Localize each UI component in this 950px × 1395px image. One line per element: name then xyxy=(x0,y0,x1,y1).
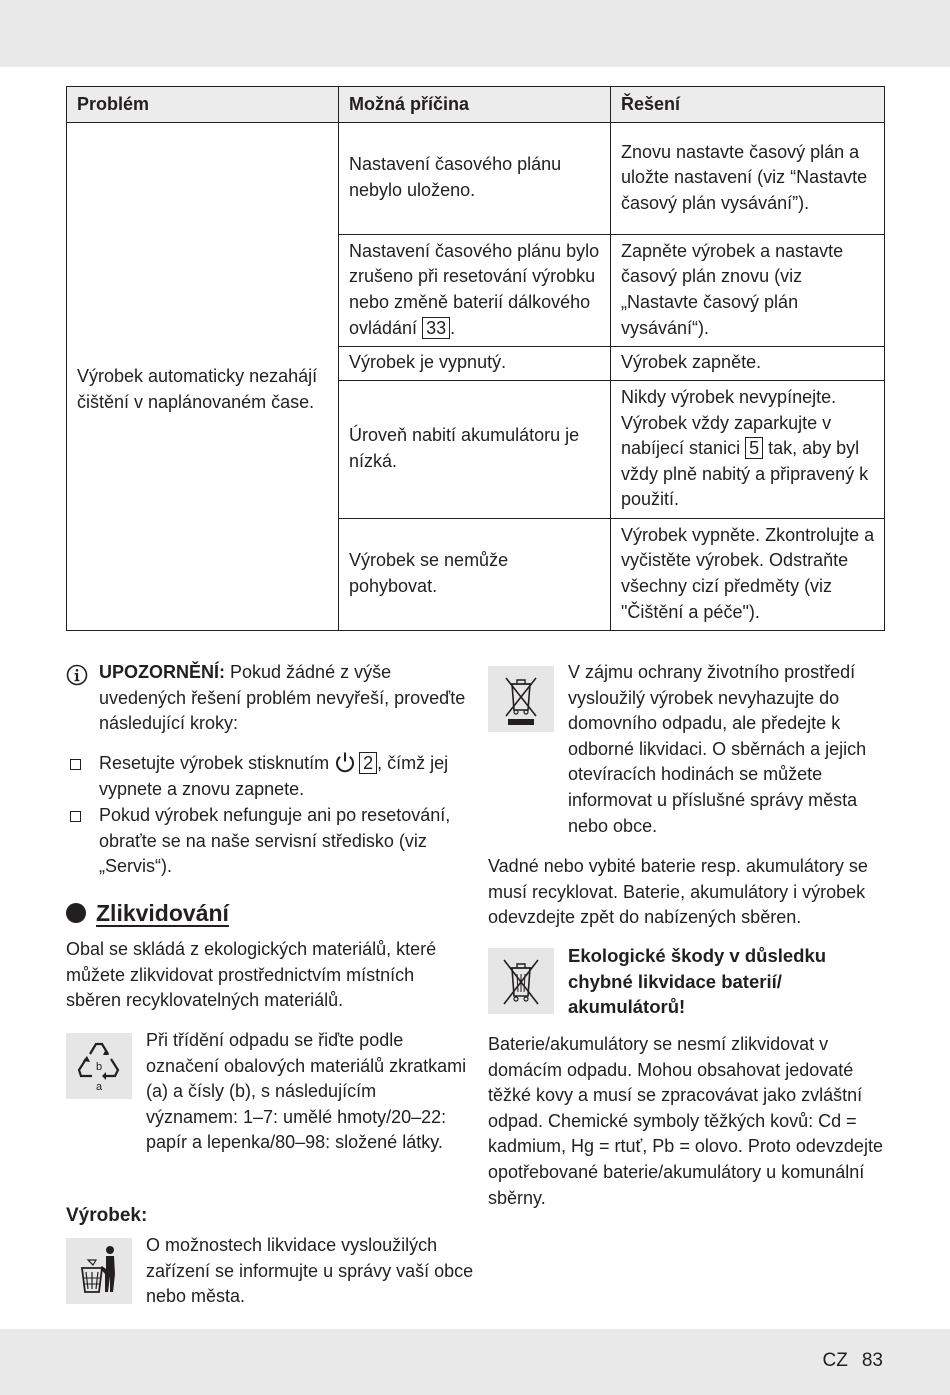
top-band xyxy=(0,0,950,67)
recycle-paragraph: Při třídění odpadu se řiďte podle označení obalových materiálů zkratkami (a) a čísly (b), s následujícím významem: 1–7: umělé hmoty/20–22: papír a lepenka/80–98: složené látky. xyxy=(146,1030,467,1153)
cause-cell: Výrobek se nemůže pohybovat. xyxy=(339,519,611,631)
solution-cell: Nikdy výrobek nevypínejte. Výrobek vždy zaparkujte v nabíjecí stanici 5 tak, aby byl vždy plně nabitý a připravený k použití. xyxy=(611,381,885,519)
solution-cell: Výrobek zapněte. xyxy=(611,347,885,381)
table-row xyxy=(67,123,885,235)
svg-text:a: a xyxy=(95,1081,103,1093)
column-header: Řešení xyxy=(611,87,885,123)
solution-cell: Výrobek vypněte. Zkontrolujte a vyčistěte výrobek. Odstraňte všechny cizí předměty (viz "Čištění a péče"). xyxy=(611,519,885,631)
crossed-bin-warning-icon xyxy=(488,948,554,1014)
power-icon xyxy=(334,751,356,773)
column-header: Možná příčina xyxy=(339,87,611,123)
checkbox-square-icon xyxy=(70,759,81,770)
intro-paragraph: Obal se skládá z ekologických materiálů, které můžete zlikvidovat prostřednictvím místních sběren recyklovatelných materiálů. xyxy=(66,939,437,1011)
bullet-dot-icon xyxy=(66,903,86,923)
reference-number: 5 xyxy=(745,437,763,459)
column-header: Problém xyxy=(67,87,339,123)
checkbox-square-icon xyxy=(70,811,81,822)
warning-paragraph: Baterie/akumulátory se nesmí zlikvidovat v domácím odpadu. Mohou obsahovat jedovaté těžké kovy a musí se zpracovávat jako zvláštní odpad. Chemické symboly těžkých kovů: Cd = kadmium, Hg = rtuť, Pb = olovo. Proto odevzdejte opotřebované baterie/akumulátory u komunální sběrny. xyxy=(488,1034,883,1208)
info-icon xyxy=(66,664,88,686)
table-header-row xyxy=(67,87,885,123)
bottom-band xyxy=(0,1329,950,1395)
page-footer xyxy=(809,1350,883,1372)
solution-cell: Zapněte výrobek a nastavte časový plán znovu (viz „Nastavte časový plán vysávání“). xyxy=(611,235,885,347)
cause-cell: Nastavení časového plánu nebylo uloženo. xyxy=(339,123,611,235)
troubleshooting-table xyxy=(66,86,885,631)
cause-cell: Výrobek je vypnutý. xyxy=(339,347,611,381)
svg-text:b: b xyxy=(95,1061,103,1073)
solution-cell: Znovu nastavte časový plán a uložte nastavení (viz “Nastavte časový plán vysávání”). xyxy=(611,123,885,235)
cause-cell: Nastavení časového plánu bylo zrušeno při resetování výrobku nebo změně baterií dálkového ovládání 33 . xyxy=(339,235,611,347)
warning-heading: Ekologické škody v důsledku chybné likvidace baterií/ akumulátorů! xyxy=(568,945,827,1018)
product-heading: Výrobek: xyxy=(66,1205,148,1226)
trash-person-icon xyxy=(66,1238,132,1304)
product-paragraph: O možnostech likvidace vysloužilých zařízení se informujte u správy vaší obce nebo města. xyxy=(146,1235,474,1307)
battery-paragraph: Vadné nebo vybité baterie resp. akumulátory se musí recyklovat. Baterie, akumulátory i výrobek odevzdejte zpět do nabízených sběren. xyxy=(488,856,868,928)
reference-number: 33 xyxy=(422,317,450,339)
page-number: 83 xyxy=(861,1350,883,1371)
crossed-bin-icon xyxy=(488,666,554,732)
weee-paragraph: V zájmu ochrany životního prostředí vysloužilý výrobek nevyhazujte do domovního odpadu, ale předejte k odborné likvidaci. O sběrnách a jejich otevíracích hodinách se můžete informovat u příslušné správy města nebo obce. xyxy=(568,662,867,836)
reference-number: 2 xyxy=(359,752,377,774)
cause-cell: Úroveň nabití akumulátoru je nízká. xyxy=(339,381,611,519)
problem-cell: Výrobek automaticky nezahájí čištění v naplánovaném čase. xyxy=(67,123,339,631)
section-heading: Zlikvidování xyxy=(66,900,229,927)
footer-language: CZ xyxy=(822,1350,848,1371)
note-paragraph: UPOZORNĚNÍ: Pokud žádné z výše uvedených řešení problém nevyřeší, proveďte následující kroky: xyxy=(99,662,466,734)
recycle-icon xyxy=(66,1033,132,1099)
